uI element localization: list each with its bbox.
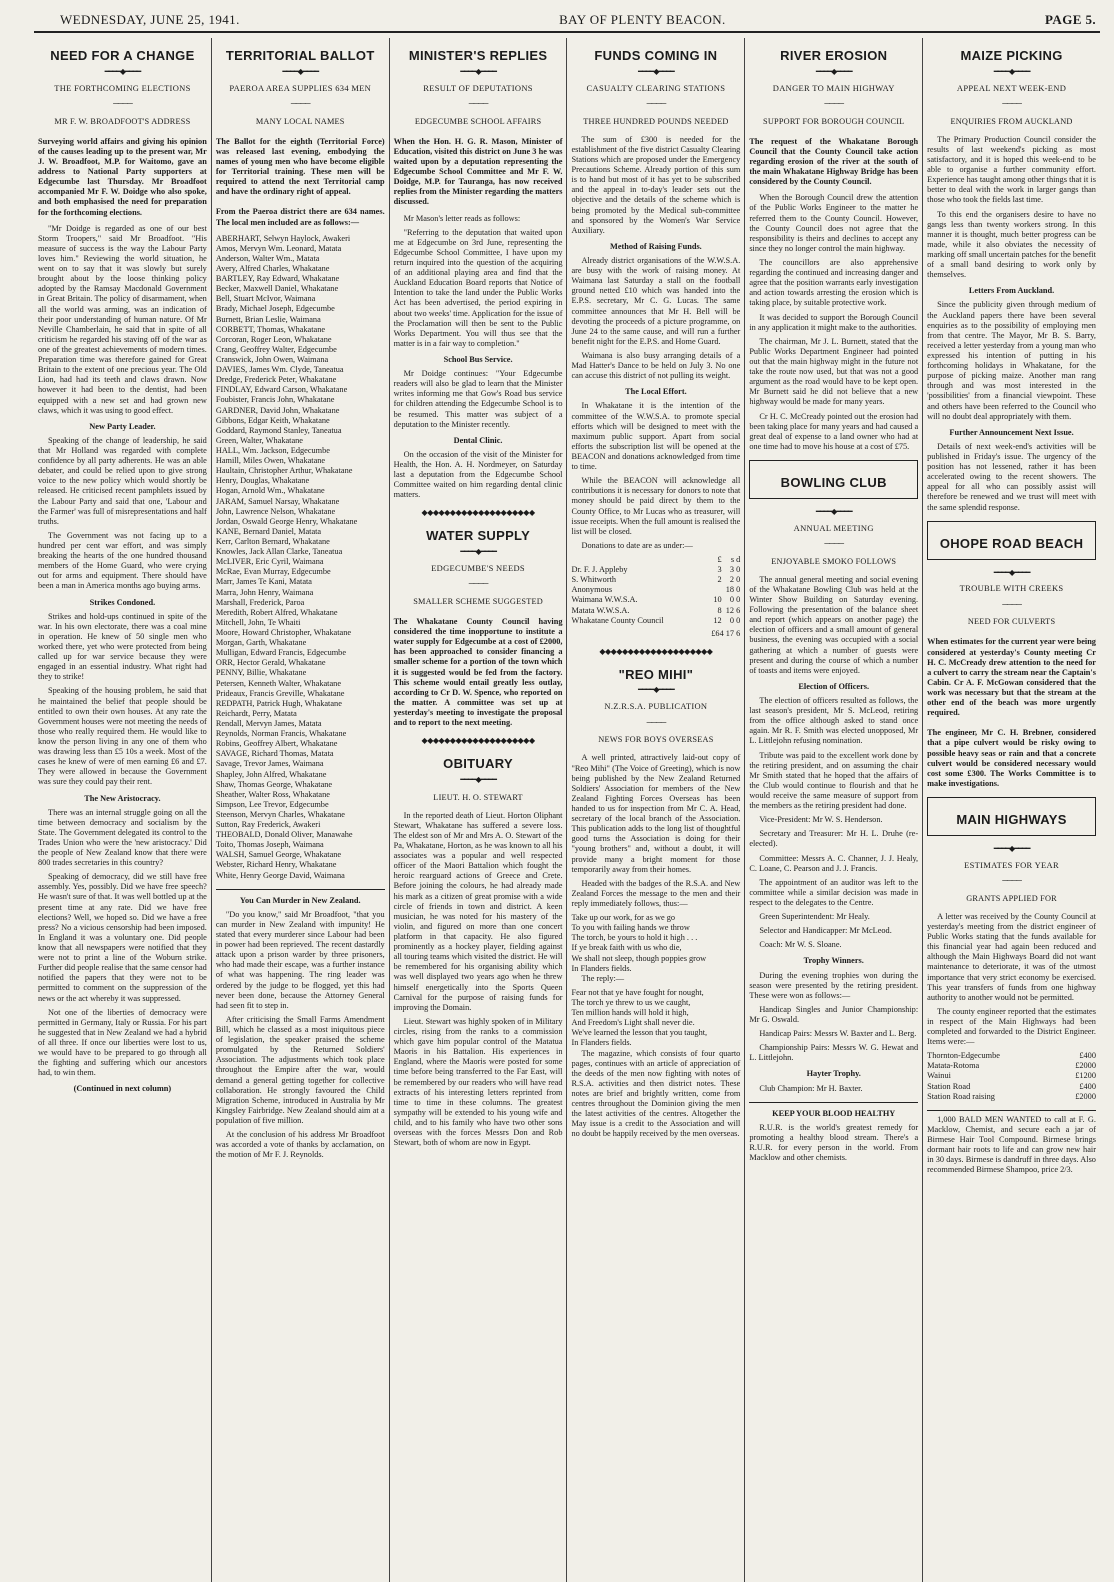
ballot-name-entry: Green, Walter, Whakatane — [215, 435, 303, 445]
subheading: NEWS FOR BOYS OVERSEAS — [598, 735, 714, 745]
donation-amount: 8 — [717, 605, 722, 615]
column-3 — [390, 38, 568, 1582]
headline-territorial-ballot: TERRITORIAL BALLOT — [225, 48, 375, 63]
donor-name: S. Whitworth — [571, 575, 617, 585]
ballot-name-entry: Sheather, Walter Ross, Whakatane — [215, 789, 330, 799]
paragraph: While the BEACON will acknowledge all contributions it is necessary for donors to note that money should be paid direct by them to the County Office, to Mr Lucas who as treasurer, will issue receipts. When the full amount is realised the list will be closed. — [571, 476, 741, 536]
ballot-name-entry: Mitchell, John, Te Whaiti — [215, 617, 301, 627]
ballot-name-entry: Dredge, Frederick Peter, Whakatane — [215, 375, 337, 385]
donor-name: Anonymous — [571, 585, 613, 595]
table-row — [927, 1061, 1096, 1071]
ballot-name-entry: Meredith, Robert Alfred, Whakatane — [215, 607, 338, 617]
ornament-divider: ━━━━◆━━━━ — [460, 66, 496, 76]
verse-line: And Freedom's Light shall never die. — [571, 1018, 695, 1028]
reply-label: The reply:— — [581, 973, 625, 983]
donation-amount: 6 — [736, 605, 741, 615]
ornament-divider: ──── — [1002, 875, 1021, 885]
paragraph: The sum of £300 is needed for the establishment of the five district Casualty Clearing Stations which are proposed under the Emergency Precautions Scheme. Already portion of this sum is to hand but most of it has yet to be subscribed and the appeal in to-day's leader sets out the objective and the details of the scheme which is being promoted by the Medical sub-committee and sponsored by the Women's War Service Auxiliary. — [571, 134, 741, 235]
ballot-name-entry: WALSH, Samuel George, Whakatane — [215, 850, 342, 860]
column-1 — [34, 38, 212, 1582]
ballot-name-entry: JARAM, Samuel Narsay, Whakatane — [215, 496, 340, 506]
table-row — [571, 585, 740, 595]
paragraph: Mr Doidge continues: "Your Edgecumbe readers will also be glad to learn that the Minister writes informing me that Gow's Road bus service for children attending the Edgecumbe School is to be resumed. This matter was subject of a deputation to the Minister recently. — [393, 369, 563, 429]
headline-ministers-replies: MINISTER'S REPLIES — [408, 48, 548, 63]
ballot-name-entry: Reichardt, Perry, Matata — [215, 708, 297, 718]
ballot-name-entry: GARDNER, David John, Whakatane — [215, 405, 340, 415]
lead-paragraph: When estimates for the current year were being considered at yesterday's County meeting Cr H. C. McCready drew attention to the need for a culvert to carry the stream near the Captain's Cabin. Cr A. F. McGowan considered that the work was necessary but that the stream at the other end of the beach was more urgently required. — [927, 637, 1096, 718]
subheading: NEED FOR CULVERTS — [967, 617, 1056, 627]
side-heading: Letters From Auckland. — [968, 286, 1055, 296]
highway-item: Station Road raising — [927, 1091, 995, 1101]
paragraph: Since the publicity given through medium of the Auckland papers there have been several enquiries as to the possibility of employing men from that centre. The Mayor, Mr B. S. Barry, received a letter yesterday from a young man who expressed his intention of putting in his forthcoming holidays in Whakatane, for the purpose of picking maize. Another man rang through and was most interested in the 'possibilities' from a financial viewpoint. These and others have been referred to the Council who will no doubt deal appropriately with them. — [927, 300, 1096, 421]
columns — [34, 38, 1100, 1582]
table-row — [571, 595, 740, 605]
side-heading: Method of Raising Funds. — [610, 241, 702, 251]
donation-amount: 0 — [729, 595, 735, 605]
paragraph: A well printed, attractively laid-out copy of "Reo Mihi" (The Voice of Greeting), which is now being published by the New Zealand Returned Soldiers' Association for members of the New Zealand Fighting Forces Overseas has been handed to us for inspection from Mr C. A. Head, secretary of the local branch of the Association. This publication adds to the long list of thoughtful good turns the Association is doing for their "young brothers" and, without a doubt, it will provide many a bright moment for those temporarily away from their homes. — [571, 753, 741, 874]
highway-item: Station Road — [927, 1081, 971, 1091]
paragraph: Details of next week-end's activities will be published in Friday's issue. The urgency of the position has not lessened, rather it has been accelerated owing to the recent showers. The appeal for all who can possibly assist will therefore be renewed and we trust will meet with the same splendid response. — [927, 441, 1096, 512]
paragraph: The county engineer reported that the estimates in respect of the Main Highways had been completed and forwarded to the District Engineer. Items were:— — [927, 1006, 1096, 1047]
poem-verse — [571, 988, 740, 1049]
paragraph: At the conclusion of his address Mr Broadfoot was accorded a vote of thanks by acclamation, on the motion of Mr F. J. Reynolds. — [215, 1130, 385, 1160]
ballot-name-entry: REDPATH, Patrick Hugh, Whakatane — [215, 698, 342, 708]
paragraph: Mr Mason's letter reads as follows: — [403, 213, 521, 223]
ballot-name-entry: Cranswick, John Owen, Waimana — [215, 355, 329, 365]
highway-estimates-table — [927, 1051, 1096, 1102]
headline-main-highways: MAIN HIGHWAYS — [956, 812, 1067, 828]
subheading: SUPPORT FOR BOROUGH COUNCIL — [763, 116, 905, 126]
side-heading: Strikes Condoned. — [89, 597, 156, 607]
ballot-name-entry: PENNY, Billie, Whakatane — [215, 668, 307, 678]
advertisement-text: R.U.R. is the world's greatest remedy for promoting a healthy blood stream. There's a R.U.R. for every person in the world. From Macklow and other chemists. — [749, 1122, 919, 1163]
paragraph: A letter was received by the County Council at yesterday's meeting from the district engineer of Public Works stating that the funds available for this financial year had again been reduced and although the Main Highways Board did not want maintenance to deteriorate, it was of the utmost importance that very strict economy be exercised. This year transfers of funds from one highway authority to another would not be permitted. — [927, 911, 1096, 1002]
ornament-divider: ──── — [646, 98, 666, 108]
ballot-name-entry: Foubister, Francis John, Whakatane — [215, 395, 335, 405]
subheading: RESULT OF DEPUTATIONS — [423, 82, 533, 93]
headline-maize-picking: MAIZE PICKING — [960, 48, 1063, 63]
paragraph: It was decided to support the Borough Council in any application it might make to the authorities. — [749, 312, 919, 332]
subheading: EDGECUMBE SCHOOL AFFAIRS — [414, 116, 542, 126]
ornament-divider: ━━━━◆━━━━ — [104, 66, 141, 76]
lead-paragraph: The request of the Whakatane Borough Council that the County Council take action regarding erosion of the river at the south of the main Whakatane Highway Bridge has been considered by the County Council. — [749, 136, 919, 187]
column-rule — [927, 1110, 1096, 1111]
paragraph: On the occasion of the visit of the Minister for Health, the Hon. A. H. Nordmeyer, on Saturday last a deputation from the Edgecumbe School Committee waited on him regarding dental clinic matters. — [393, 449, 563, 500]
ballot-name-entry: Simpson, Lee Trevor, Edgecumbe — [215, 799, 329, 809]
continued-note: (Continued in next column) — [73, 1084, 172, 1094]
ornament-divider: ━━━━◆━━━━ — [282, 66, 319, 76]
main-highways-box — [927, 797, 1096, 836]
highway-estimate: £400 — [1079, 1051, 1096, 1061]
ornament-divider: ──── — [646, 717, 666, 727]
ballot-name-entry: Hogan, Arnold Wm., Whakatane — [215, 486, 325, 496]
paragraph: There was an internal struggle going on all the time between democracy and socialism by the State. The Government delegated its control to the Trades Union who were the 'new aristocracy.' Did the people of New Zealand know that there were 800 trades secretaries in this country? — [38, 807, 207, 868]
paragraph: Coach: Mr W. S. Sloane. — [759, 940, 842, 950]
paragraph: During the evening trophies won during the season were presented by the retiring president. These were won as follows:— — [749, 970, 919, 1000]
ballot-name-entry: ABERHART, Selwyn Haylock, Awakeri — [215, 233, 351, 243]
subheading: APPEAL NEXT WEEK-END — [956, 82, 1067, 93]
donation-amount: 0 — [736, 595, 741, 605]
ballot-name-entry: HALL, Wm. Jackson, Edgecumbe — [215, 446, 330, 455]
donation-amount: 18 — [725, 585, 735, 595]
ornament-divider: ──── — [824, 98, 844, 108]
verse-line: The torch, be yours to hold it high . . . — [571, 933, 698, 943]
side-heading: The New Aristocracy. — [84, 793, 161, 803]
donor-name: Waimana W.W.S.A. — [571, 595, 638, 605]
side-heading: School Bus Service. — [443, 355, 513, 365]
ornament-divider: ──── — [824, 538, 844, 548]
masthead — [34, 10, 1100, 33]
table-row — [571, 616, 740, 626]
ornament-divider: ──── — [290, 98, 310, 108]
header-shillings: s — [730, 554, 735, 564]
lead-paragraph: The engineer, Mr C. H. Brebner, considered that a pipe culvert would be risky owing to possible heavy seas or rain and that a concrete culvert would be considered necessary would cost some £300. The Works Committee is to make investigations. — [927, 728, 1096, 788]
highway-estimate: £2000 — [1075, 1091, 1096, 1101]
ohope-box — [927, 521, 1096, 560]
subheading: CASUALTY CLEARING STATIONS — [586, 82, 726, 93]
verse-line: We've learned the lesson that you taught, — [571, 1028, 708, 1038]
ballot-name-entry: Marr, James Te Kani, Matata — [215, 577, 312, 587]
table-row — [571, 565, 740, 575]
ballot-name-entry: McLIVER, Eric Cyril, Waimana — [215, 557, 324, 567]
donation-amount: 0 — [736, 615, 741, 625]
column-2 — [212, 38, 390, 1582]
ballot-name-entry: Reynolds, Norman Francis, Whakatane — [215, 729, 347, 739]
subheading: TROUBLE WITH CREEKS — [959, 583, 1064, 594]
ballot-name-entry: Sutton, Ray Frederick, Awakeri — [215, 820, 321, 830]
ballot-names-list — [216, 234, 385, 881]
donation-amount: 0 — [736, 585, 741, 595]
paragraph: Green Superintendent: Mr Healy. — [759, 912, 870, 922]
ballot-name-entry: BARTLEY, Ray Edward, Whakatane — [215, 274, 340, 284]
paragraph: Not one of the liberties of democracy were permitted in Germany, Italy or Russia. For his part he suggested that in New Zealand we had a hybrid of all three. If once our liberties were lost to us, we would have to be prepared to go through all the fighting and suffering which our ancestors had, to win them. — [38, 1007, 207, 1078]
ballot-name-entry: THEOBALD, Donald Oliver, Manawahe — [215, 830, 353, 840]
verse-line: Fear not that ye have fought for nought, — [571, 987, 704, 997]
subheading: ESTIMATES FOR YEAR — [964, 859, 1059, 870]
table-row — [927, 1071, 1096, 1081]
donor-name: Whakatane County Council — [571, 615, 664, 625]
lead-paragraph: From the Paeroa district there are 634 names. The local men included are as follows:— — [215, 207, 385, 227]
table-row — [927, 1082, 1096, 1092]
wave-divider: ◆◆◆◆◆◆◆◆◆◆◆◆◆◆◆◆◆◆◆◆ — [599, 646, 713, 656]
verse-line: In Flanders fields. — [571, 963, 632, 973]
paragraph: The magazine, which consists of four quarto pages, continues with an article of appreciation of the deeds of the men now fighting with notes of R.S.A. activities and then district notes. These notes are brief and brightly written, come from centres throughout the Dominion giving the men the latest activities of the centres. Altogether the May issue is a credit to the Association and will no doubt be happily received by the men overseas. — [571, 1048, 741, 1139]
table-row — [571, 606, 740, 616]
column-4 — [567, 38, 745, 1582]
ballot-name-entry: KANE, Bernard Daniel, Matata — [215, 526, 322, 536]
paragraph: Speaking of the change of leadership, he said that Mr Holland was regarded with complete confidence by all party adherents. He was an able debater, and could be relied upon to give strong voice to the new policy which would shortly be released. He criticised recent pamphlets issued by the Labour Party and said that one, 'Labour and the Farmer' was full of misrepresentations and half truths. — [38, 435, 207, 526]
headline-obituary: OBITUARY — [443, 755, 513, 771]
paragraph: In Whakatane it is the intention of the committee of the W.W.S.A. to promote special efforts which will be designed to meet with the maximum public support. Apart from social efforts the subscription list will be opened at the BEACON and donations acknowledged from time to time. — [571, 401, 741, 472]
ornament-divider: ──── — [468, 579, 488, 589]
subheading: ANNUAL MEETING — [793, 522, 874, 533]
advertisement-text: 1,000 BALD MEN WANTED to call at F. G. Macklow, Chemist, and secure each a jar of Birmese Hair Tool Compound. Birmese brings dormant hair roots to life and can grow new hair in 30 days. Birmese is dandruff in three days. Also recommended Birmese Shampoo, price 2/3. — [927, 1114, 1096, 1175]
paragraph: Championship Pairs: Messrs W. G. Hewat and L. Littlejohn. — [749, 1043, 919, 1063]
ballot-name-entry: Petersen, Kenneth Walter, Whakatane — [215, 678, 341, 688]
donation-amount: 12 — [713, 615, 722, 625]
paragraph: After criticising the Small Farms Amendment Bill, which he classed as a most iniquitous piece of legislation, the speaker praised the scheme promulgated by the Returned Soldiers' Association. The adjustments which took place throughout the Empire after the war, would demand a general getting together for collective collaboration. He strongly favoured the Child Migration Scheme, introduced in Australia by Mr Kingsley Fairbridge. New Zealand should aim at a population of five million. — [215, 1014, 385, 1125]
headline-water-supply: WATER SUPPLY — [426, 528, 531, 544]
ballot-name-entry: CORBETT, Thomas, Whakatane — [215, 324, 326, 334]
lead-paragraph: The Whakatane County Council having considered the time inopportune to institute a water supply for Edgecumbe at a cost of £2000, has been approached to consider financing a smaller scheme for a portion of the town which it is suggested would be fed from the factory. This scheme would entail greatly less outlay, according to Cr D. W. Spence, who reported on the matter. A committee was set up at yesterday's meeting to investigate the proposal and to report to the next meeting. — [393, 617, 563, 728]
paragraph: The election of officers resulted as follows, the last season's president, Mr S. McLeod, retiring from the office although asked to stand once again. Mr R. F. Smith was elected unopposed, Mr L. Littlejohn refusing nomination. — [749, 696, 919, 746]
headline-funds-coming-in: FUNDS COMING IN — [594, 48, 718, 63]
paragraph: Club Champion: Mr H. Baxter. — [759, 1083, 863, 1093]
ornament-divider: ━━━━◆━━━━ — [638, 685, 674, 695]
ballot-name-entry: Bell, Stuart McIvor, Waimana — [215, 294, 316, 304]
side-heading: New Party Leader. — [89, 421, 156, 431]
ballot-name-entry: Amos, Mervyn Wm. Leonard, Matata — [215, 243, 342, 253]
headline-bowling-club: BOWLING CLUB — [780, 475, 887, 490]
paragraph: Secretary and Treasurer: Mr H. L. Druhe (re-elected). — [749, 829, 919, 849]
paragraph: Speaking of the housing problem, he said that he maintained the belief that people should be entitled to own their own houses. At any rate the Government houses were not meeting the needs of those who really required them. He would like to know the person living in any one of them who was drawing less than £5 10s a week. Most of the cases he knew of were of men earning £6 and £7. They were allowed in because the Government was sure they could pay their rent. — [38, 686, 207, 787]
paragraph: In the reported death of Lieut. Horton Oliphant Stewart, Whakatane has suffered a severe loss. The eldest son of Mr and Mrs A. O. Stewart of the Pa, Whakatane, Horton, as he was known to all his associates was a popular and well respected officer of the Maori Battalion which fought the heroic rearguard actions of Greece and Crete. Before joining the colours, he had already made his mark as a citizen of great promise with a wide circle of friends in town and district. A keen musician, he was noted for his mastery of the violin, and figured on more than one concert platform in that capacity. He also figured prominently as a hockey player, fielding against all touring teams which visited the district. He will be remembered for his organising ability which was well displayed two years ago when he threw himself energetically into the Sports Queen Carnival for the purpose of raising funds for improving the Domain. — [393, 810, 563, 1012]
wave-divider: ◆◆◆◆◆◆◆◆◆◆◆◆◆◆◆◆◆◆◆◆ — [421, 736, 535, 746]
subheading: PAEROA AREA SUPPLIES 634 MEN — [229, 82, 372, 93]
headline-reo-mihi: "REO MIHI" — [618, 666, 694, 682]
side-heading: Trophy Winners. — [803, 956, 864, 966]
ornament-divider: ──── — [113, 98, 132, 108]
paragraph: To this end the organisers desire to have no gangs less than twenty workers strong. In this manner it is thought, much better progress can be made, while it also obviates the necessity of marking off small uncertain patches for the benefit of a small band desiring to work only by themselves. — [927, 209, 1096, 280]
subheading: MANY LOCAL NAMES — [255, 116, 345, 126]
side-heading: The Local Effort. — [625, 387, 687, 397]
ballot-name-entry: Shapley, John Alfred, Whakatane — [215, 769, 327, 779]
table-row — [571, 575, 740, 585]
ballot-name-entry: Moore, Howard Christopher, Whakatane — [215, 627, 352, 637]
ballot-name-entry: Robins, Geoffrey Albert, Whakatane — [215, 739, 338, 749]
table-row — [927, 1051, 1096, 1061]
ornament-divider: ━━━━◆━━━━ — [993, 66, 1030, 76]
ornament-divider: ━━━━◆━━━━ — [460, 774, 496, 784]
ballot-name-entry: Jordan, Oswald George Henry, Whakatane — [215, 516, 358, 526]
header-pounds: £ — [717, 554, 722, 564]
paragraph: Committee: Messrs A. C. Channer, J. J. Healy, C. Loane, C. Pearson and J. J. Francis. — [749, 853, 919, 873]
ornament-divider: ──── — [468, 98, 488, 108]
ballot-name-entry: Corcoran, Roger Leon, Whakatane — [215, 334, 332, 344]
ballot-name-entry: Crang, Geoffrey Walter, Edgecumbe — [215, 344, 337, 354]
highway-item: Matata-Rotoma — [927, 1061, 980, 1071]
ballot-name-entry: Burnett, Brian Leslie, Waimana — [215, 314, 321, 324]
donation-amount: 10 — [713, 595, 722, 605]
paragraph: Handicap Singles and Junior Championship: Mr G. Oswald. — [749, 1004, 919, 1024]
subheading: SMALLER SCHEME SUGGESTED — [413, 596, 543, 606]
ballot-name-entry: Webster, Richard Henry, Whakatane — [215, 860, 337, 870]
paper-title: BAY OF PLENTY BEACON. — [559, 12, 726, 27]
ballot-name-entry: Marshall, Frederick, Paroa — [215, 597, 305, 607]
ballot-name-entry: Haultain, Christopher Arthur, Whakatane — [215, 466, 353, 476]
subheading: N.Z.R.S.A. PUBLICATION — [604, 701, 708, 712]
ballot-name-entry: Marra, John Henry, Waimana — [215, 587, 314, 597]
highway-item: Wainui — [927, 1071, 951, 1081]
ballot-name-entry: Kerr, Carlton Bernard, Whakatane — [215, 536, 330, 546]
paragraph: The councillors are also apprehensive regarding the continued and increasing danger and agree that the position warrants early investigation and action towards arresting the erosion which is taking place, by suitable protective work. — [749, 258, 919, 308]
paragraph: The chairman, Mr J. L. Burnett, stated that the Public Works Department Engineer had pointed out that the main highway might in the future not take the route now used, but that was not a good argument as the road would have to be kept open. Mr Burnett said he did not believe that a new highway would be made for many years. — [749, 336, 919, 407]
ballot-name-entry: Mulligan, Edward Francis, Edgecumbe — [215, 648, 347, 658]
verse-line: Take up our work, for as we go — [571, 913, 676, 923]
paragraph: The appointment of an auditor was left to the committee while a similar decision was made in respect to the delegates to the Centre. — [749, 877, 919, 907]
paragraph: "Mr Doidge is regarded as one of our best Storm Troopers," said Mr Broadfoot. "His measure of success is the way the Labour Party loves him." Reviewing the world situation, he went on to say that it was slowly but surely brought about by the loose thinking policy adopted by the Ramsay Macdonald Government in Great Britain. The policy of disarmament, when all the world was arming, was an indication of their poor understanding of human nature. Of Mr Neville Chamberlain, he said that in spite of all criticism he regarded his staving off of the war as one of the greatest achievements of modern times. Preparation time was therefore gained for Great Britain to the extent of one precious year. The Old Lion, had had its teeth and claws drawn. Now however it had been to the dentist, had been equipped with a new set and had grown new claws, which it was using to good effect. — [38, 223, 207, 415]
paragraph: The Primary Production Council consider the results of last weekend's picking as most satisfactory, and it is hoped this week-end to be able to organise a further community effort. Experience has taught among other things that it is better to deal with the work in larger gangs than those who took the fields last time. — [927, 134, 1096, 205]
ornament-divider: ━━━━◆━━━━ — [460, 547, 496, 557]
headline-river-erosion: RIVER EROSION — [780, 48, 888, 63]
ornament-divider: ━━━━◆━━━━ — [638, 66, 674, 76]
ballot-name-entry: Steenson, Mervyn Charles, Whakatane — [215, 809, 345, 819]
paragraph: Cr H. C. McCready pointed out the erosion had been taking place for many years and had caused a great deal of expense to a land owner who had at one time had to move his house at a cost of £75. — [749, 411, 919, 451]
paragraph: Handicap Pairs: Messrs W. Baxter and L. Berg. — [759, 1029, 917, 1039]
donor-name: Dr. F. J. Appleby — [571, 565, 628, 575]
table-row — [927, 1092, 1096, 1102]
donation-amount: 0 — [736, 565, 741, 575]
ballot-name-entry: Anderson, Walter Wm., Matata — [215, 253, 320, 263]
highway-estimate: £2000 — [1075, 1061, 1096, 1071]
donation-amount: 3 — [729, 565, 735, 575]
ballot-name-entry: Savage, Trevor James, Waimana — [215, 759, 324, 769]
donations-total: £64 17 6 — [711, 628, 741, 638]
donation-amount: 3 — [717, 565, 722, 575]
ornament-divider: ──── — [1002, 98, 1021, 108]
subheading: THREE HUNDRED POUNDS NEEDED — [583, 116, 729, 126]
paragraph: Vice-President: Mr W. S. Henderson. — [759, 815, 883, 825]
bowling-club-box — [749, 460, 918, 499]
column-6 — [923, 38, 1100, 1582]
ballot-name-entry: Gibbons, Edgar Keith, Whakatane — [215, 415, 330, 425]
paragraph: Headed with the badges of the R.S.A. and New Zealand Forces the message to the men and their reply immediately follows, thus:— — [571, 878, 741, 908]
paragraph: Speaking of democracy, did we still have free assembly. Yes, possibly. Did we have free speech? He wasn't sure of that. It was well bottled up at the present time at any rate. Did we have free elections? Well, we hoped so. Did we have a free press? No a vicious censorship had been imposed. In England it was a voluntary one. Did people know that all newspapers were notified that they were not to print a line of the Woburn strike. Further did people realise that the same censor had notified the papers that they were not to be permitted to comment on the suppression of the news or the act whereby it was suppressed. — [38, 872, 207, 1003]
ballot-name-entry: Shaw, Thomas George, Whakatane — [215, 779, 333, 789]
subheading: MR F. W. BROADFOOT'S ADDRESS — [54, 116, 191, 126]
highway-estimate: £400 — [1079, 1081, 1096, 1091]
ornament-divider: ━━━━◆━━━━ — [815, 506, 852, 516]
ballot-name-entry: Knowles, Jack Allan Clarke, Taneatua — [215, 547, 343, 557]
highway-item: Thornton-Edgecumbe — [927, 1051, 1000, 1061]
poem-verse — [571, 913, 740, 974]
ballot-name-entry: Prideaux, Francis Greville, Whakatane — [215, 688, 345, 698]
ballot-name-entry: Becker, Maxwell Daniel, Whakatane — [215, 284, 339, 294]
side-heading: You Can Murder in New Zealand. — [239, 895, 361, 905]
paragraph: "Referring to the deputation that waited upon me at Edgecumbe on 3rd June, representing the Edgecumbe School Committee, I have upon my return inquired into the question of the acquiring of an additional playing area and find that the Auckland Education Board reports that Notice of Intention to take the land under the Public Works Act has been advertised, the period expiring in about two weeks' time. Application for the issue of the Proclamation will then be sent to the Public Works Department. You will thus see that the matter is in a fair way to completion." — [393, 227, 563, 348]
ballot-name-entry: Goddard, Raymond Stanley, Taneatua — [215, 425, 342, 435]
subheading: ENQUIRIES FROM AUCKLAND — [950, 116, 1073, 126]
donor-name: Matata W.W.S.A. — [571, 605, 630, 615]
paragraph: The Government was not facing up to a hundred per cent war effort, and was simply breaking the hearts of the one hundred thousand members of the Home Guard, who were crying out for arms and equipment. There should have been a man in America months ago buying arms. — [38, 530, 207, 591]
verse-line: We shall not sleep, though poppies grow — [571, 953, 707, 963]
subheading: DANGER TO MAIN HIGHWAY — [772, 82, 895, 93]
subheading: EDGECUMBE'S NEEDS — [431, 562, 525, 573]
ballot-name-entry: Hamill, Miles Owen, Whakatane — [215, 456, 326, 466]
ballot-name-entry: Toito, Thomas Joseph, Waimana — [215, 840, 324, 850]
ballot-name-entry: SAVAGE, Richard Thomas, Matata — [215, 749, 334, 759]
paragraph: Strikes and hold-ups continued in spite of the war. In his own electorate, there was a coal mine in operation. He knew of 50 single men who worked there, yet who were protected from being called up for war service because they were engaged in an essential industry. What right had they to strike! — [38, 611, 207, 682]
ballot-name-entry: DAVIES, James Wm. Clyde, Taneatua — [215, 365, 344, 375]
verse-line: If ye break faith with us who die, — [571, 943, 682, 953]
verse-line: Ten million hands will hold it high, — [571, 1008, 689, 1018]
subheading: LIEUT. H. O. STEWART — [433, 792, 523, 802]
ballot-name-entry: ORR, Hector Gerald, Whakatane — [215, 658, 326, 668]
ballot-name-entry: White, Henry George David, Waimana — [215, 870, 345, 880]
verse-line: To you with failing hands we throw — [571, 923, 690, 933]
verse-line: The torch ye threw to us we caught, — [571, 997, 691, 1007]
side-heading: Hayter Trophy. — [806, 1069, 861, 1079]
donation-amount: 0 — [729, 615, 735, 625]
advertisement-heading: KEEP YOUR BLOOD HEALTHY — [772, 1108, 896, 1118]
paragraph: Donations to date are as under:— — [581, 540, 693, 550]
subheading: ENJOYABLE SMOKO FOLLOWS — [771, 556, 897, 566]
paragraph: Already district organisations of the W.W.S.A. are busy with the work of raising money. At Waimana last Saturday a stall on the football ground netted £10 which was handed into the E.P.S. secretary, Mr C. G. Lucas. The same committee announces that Mr H. Bell will be devoting the proceeds of a picture programme, on June 24 to the same cause, and will run a further benefit night for the E.P.S. and Home Guard. — [571, 256, 741, 346]
issue-date: WEDNESDAY, JUNE 25, 1941. — [60, 12, 240, 27]
ornament-divider: ──── — [1002, 599, 1021, 609]
ornament-divider: ━━━━◆━━━━ — [993, 843, 1030, 853]
donation-amount — [709, 585, 721, 595]
ballot-name-entry: Rendall, Mervyn James, Matata — [215, 718, 322, 728]
paragraph: The annual general meeting and social evening of the Whakatane Bowling Club was held at the Winter Show Building on Saturday evening. Following the presentation of the balance sheet and report (which appears on another page) the election of officers and a small amount of general business, the evening was occupied with a social gathering at which a number of guests were present and during the course of which a number of toasts and items were enjoyed. — [749, 574, 919, 675]
column-rule — [749, 1102, 918, 1103]
ballot-name-entry: Henry, Douglas, Whakatane — [215, 476, 310, 486]
side-heading: Further Announcement Next Issue. — [949, 427, 1074, 437]
table-header-row — [571, 555, 740, 565]
verse-line: In Flanders fields. — [571, 1038, 632, 1048]
lead-paragraph: Surveying world affairs and giving his opinion of the causes leading up to the present war, Mr J. W. Broadfoot, M.P. for Waitomo, gave an address to National Party supporters at Edgecumbe last Thursday. Mr Broadfoot accompanied Mr F. W. Doidge who also spoke, and both emphasised the need for preparation for the forthcoming elections. — [38, 136, 207, 217]
ornament-divider: ━━━━◆━━━━ — [993, 567, 1030, 577]
lead-paragraph: When the Hon. H. G. R. Mason, Minister of Education, visited this district on June 3 he was waited upon by a deputation representing the Edgecumbe School Committee and Mr F. W. Doidge, M.P. for Tauranga, has now received replies from the Minister regarding the matters discussed. — [393, 136, 563, 207]
column-5 — [745, 38, 923, 1582]
donation-amount: 0 — [736, 575, 741, 585]
highway-estimate: £1200 — [1075, 1071, 1096, 1081]
ballot-name-entry: Brady, Michael Joseph, Edgecumbe — [215, 304, 335, 314]
donation-amount: 2 — [729, 575, 735, 585]
ballot-name-entry: Avery, Alfred Charles, Whakatane — [215, 264, 330, 274]
paragraph: Waimana is also busy arranging details of a Mad Hatter's Dance to be held on July 3. No one can accuse this district of not pulling its weight. — [571, 351, 741, 381]
donation-amount: 2 — [717, 575, 722, 585]
page-number: PAGE 5. — [1045, 12, 1096, 27]
headline-ohope-road-beach: OHOPE ROAD BEACH — [939, 535, 1084, 551]
ornament-divider: ━━━━◆━━━━ — [815, 66, 852, 76]
paragraph: Lieut. Stewart was highly spoken of in Military circles, rising from the ranks to a commission which gave him popular control of the Matatua Maoris in his Battalion. His experiences in England, where the Maoris were posted for some time before being transferred to the Far East, will be remembered by our readers who will have read extracts of his interesting letters reprinted from time to time in these columns. The greatest sympathy will be extended to his young wife and child, and to his family who have two other sons overseas with the forces Messrs Don and Rob Stewart, both of whom are now in Egypt. — [393, 1016, 563, 1148]
subheading: THE FORTHCOMING ELECTIONS — [54, 82, 191, 93]
paragraph: "Do you know," said Mr Broadfoot, "that you can murder in New Zealand with impunity! He stated that every murderer since Labour had been in power had been reprieved. The recent dastardly attack upon a prison warder by three prisoners, who had made their escape, was a further instance of what was happening. The ring leader was ordered by the judge to be flogged, yet this had never been done, because the Attorney General had seen fit to step in. — [215, 909, 385, 1010]
wave-divider: ◆◆◆◆◆◆◆◆◆◆◆◆◆◆◆◆◆◆◆◆ — [421, 508, 535, 518]
donations-table — [571, 555, 740, 626]
side-heading: Dental Clinic. — [453, 435, 503, 445]
header-pence: d — [736, 554, 741, 564]
paragraph: Tribute was paid to the excellent work done by the retiring president, and on assuming the chair Mr Smith stated that he hoped that the affairs of the Club would continue to flourish and that he would receive the same measure of support from the members as the retiring president had done. — [749, 750, 919, 811]
ballot-name-entry: McRae, Evan Murray, Edgecumbe — [215, 567, 331, 577]
donation-amount: 12 — [725, 605, 735, 615]
paragraph: Selector and Handicapper: Mr McLeod. — [759, 926, 892, 936]
ballot-name-entry: John, Lawrence Nelson, Whakatane — [215, 506, 336, 516]
ballot-name-entry: Morgan, Garth, Whakatane — [215, 638, 307, 648]
ballot-name-entry: FINDLAY, Edward Carson, Whakatane — [215, 385, 348, 395]
side-heading: Election of Officers. — [798, 681, 870, 691]
lead-paragraph: The Ballot for the eighth (Territorial Force) was released last evening, embodying the names of young men who have become eligible for Territorial training. These men will be required to attend the next Territorial camp and have the ordinary right of appeal. — [215, 136, 385, 197]
subheading: GRANTS APPLIED FOR — [966, 893, 1057, 903]
headline-need-for-change: NEED FOR A CHANGE — [50, 48, 195, 63]
column-rule — [216, 889, 385, 890]
paragraph: When the Borough Council drew the attention of the Public Works Engineer to the matter he referred them to the County Council. However, the County Council does not agree that the responsibility is theirs and declines to accept any since they no longer control the main highway. — [749, 193, 919, 253]
